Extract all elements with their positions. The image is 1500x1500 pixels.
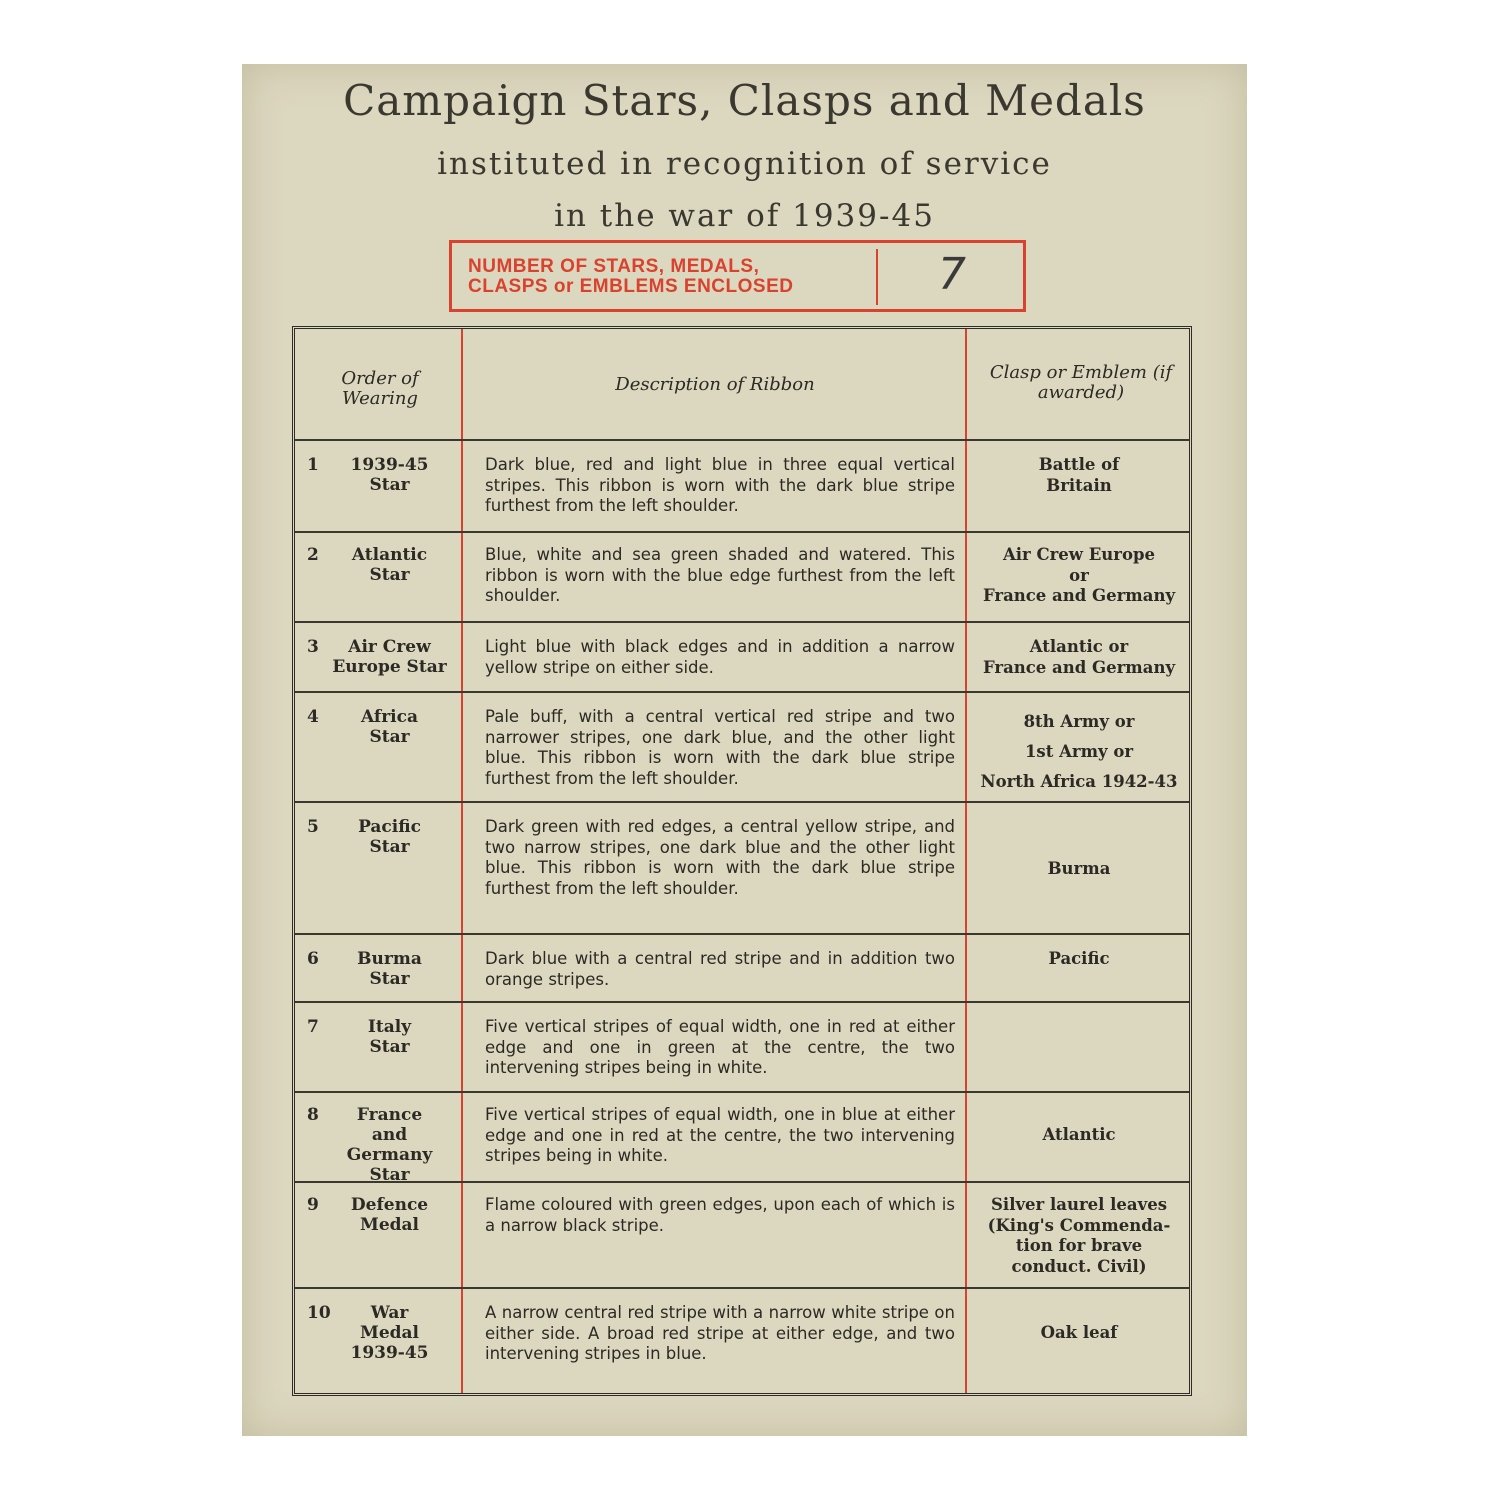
clasp-or-emblem: Atlantic [1042, 1125, 1116, 1144]
ribbon-description: Flame coloured with green edges, upon each of which is a narrow black stripe. [485, 1195, 955, 1235]
enclosed-count-box [449, 240, 1026, 312]
order-number: 7 [307, 1017, 319, 1037]
order-number: 5 [307, 817, 319, 837]
award-name: Pacific Star [358, 817, 421, 857]
order-number: 6 [307, 949, 319, 969]
header-description-of-ribbon: Description of Ribbon [615, 374, 815, 395]
clasp-or-emblem: Oak leaf [1040, 1323, 1118, 1342]
clasp-or-emblem: Silver laurel leaves (King's Commenda- tion for brave conduct. Civil) [987, 1195, 1171, 1276]
column-rule-red-2 [965, 329, 967, 1393]
enclosed-count-label-line-2: CLASPS or EMBLEMS ENCLOSED [468, 276, 794, 297]
ribbon-description: Blue, white and sea green shaded and watered. This ribbon is worn with the blue edge furthest from the left shoulder. [485, 545, 955, 605]
order-number: 3 [307, 637, 319, 657]
medals-table [292, 326, 1192, 1396]
header-clasp-or-emblem: Clasp or Emblem (if awarded) [989, 362, 1173, 403]
award-name: Burma Star [357, 949, 422, 989]
order-number: 10 [307, 1303, 331, 1323]
ribbon-description: Dark blue, red and light blue in three equal vertical stripes. This ribbon is worn with the dark blue stripe furthest from the left shoulder. [485, 455, 955, 515]
order-number: 2 [307, 545, 319, 565]
award-name: War Medal 1939-45 [350, 1303, 429, 1363]
row-divider [295, 621, 1189, 623]
ribbon-description: Pale buff, with a central vertical red stripe and two narrower stripes, one dark blue, and the other light blue. This ribbon is worn with the dark blue stripe furthest from the left shoulder. [485, 707, 955, 788]
award-name: Africa Star [361, 707, 418, 747]
ribbon-description: Dark green with red edges, a central yellow stripe, and two narrow stripes, one dark blue and the other light blue. This ribbon is worn with the dark blue stripe furthest from the left shoulder. [485, 817, 955, 898]
award-name: Atlantic Star [351, 545, 428, 585]
row-divider [295, 1287, 1189, 1289]
enclosed-count-value: 7 [938, 249, 966, 300]
order-number: 9 [307, 1195, 319, 1215]
row-divider [295, 1091, 1189, 1093]
award-name: Italy Star [367, 1017, 412, 1057]
document-subtitle-line-2: in the war of 1939-45 [554, 198, 935, 234]
row-divider [295, 1001, 1189, 1003]
clasp-or-emblem: 8th Army or 1st Army or North Africa 1942-43 [980, 712, 1178, 791]
row-divider [295, 801, 1189, 803]
enclosed-count-label-line-1: NUMBER OF STARS, MEDALS, [468, 256, 760, 277]
clasp-or-emblem: Air Crew Europe or France and Germany [982, 545, 1176, 605]
count-box-divider [876, 249, 878, 305]
order-number: 1 [307, 455, 319, 475]
order-number: 8 [307, 1105, 319, 1125]
award-name: Defence Medal [350, 1195, 429, 1235]
medal-information-sheet [242, 64, 1247, 1436]
enclosed-count-label [468, 257, 868, 297]
document-subtitle-line-1: instituted in recognition of service [437, 146, 1052, 182]
award-name: France and Germany Star [346, 1105, 433, 1185]
award-name: 1939-45 Star [350, 455, 429, 495]
column-rule-red-1 [461, 329, 463, 1393]
ribbon-description: Five vertical stripes of equal width, one in red at either edge and one in green at the centre, the two intervening stripes being in white. [485, 1017, 955, 1077]
row-divider [295, 439, 1189, 441]
row-divider [295, 933, 1189, 935]
ribbon-description: Dark blue with a central red stripe and in addition two orange stripes. [485, 949, 955, 989]
header-order-of-wearing: Order of Wearing [341, 368, 419, 409]
row-divider [295, 531, 1189, 533]
clasp-or-emblem: Battle of Britain [1038, 455, 1120, 495]
ribbon-description: Five vertical stripes of equal width, one in blue at either edge and one in red at the centre, the two intervening stripes being in white. [485, 1105, 955, 1165]
ribbon-description: A narrow central red stripe with a narrow white stripe on either side. A broad red stripe at either edge, and two intervening stripes in blue. [485, 1303, 955, 1363]
order-number: 4 [307, 707, 319, 727]
ribbon-description: Light blue with black edges and in addition a narrow yellow stripe on either side. [485, 637, 955, 677]
clasp-or-emblem: Atlantic or France and Germany [982, 637, 1176, 677]
award-name: Air Crew Europe Star [332, 637, 447, 677]
document-title: Campaign Stars, Clasps and Medals [343, 76, 1146, 125]
clasp-or-emblem: Pacific [1048, 949, 1110, 968]
clasp-or-emblem: Burma [1047, 859, 1111, 878]
row-divider [295, 691, 1189, 693]
